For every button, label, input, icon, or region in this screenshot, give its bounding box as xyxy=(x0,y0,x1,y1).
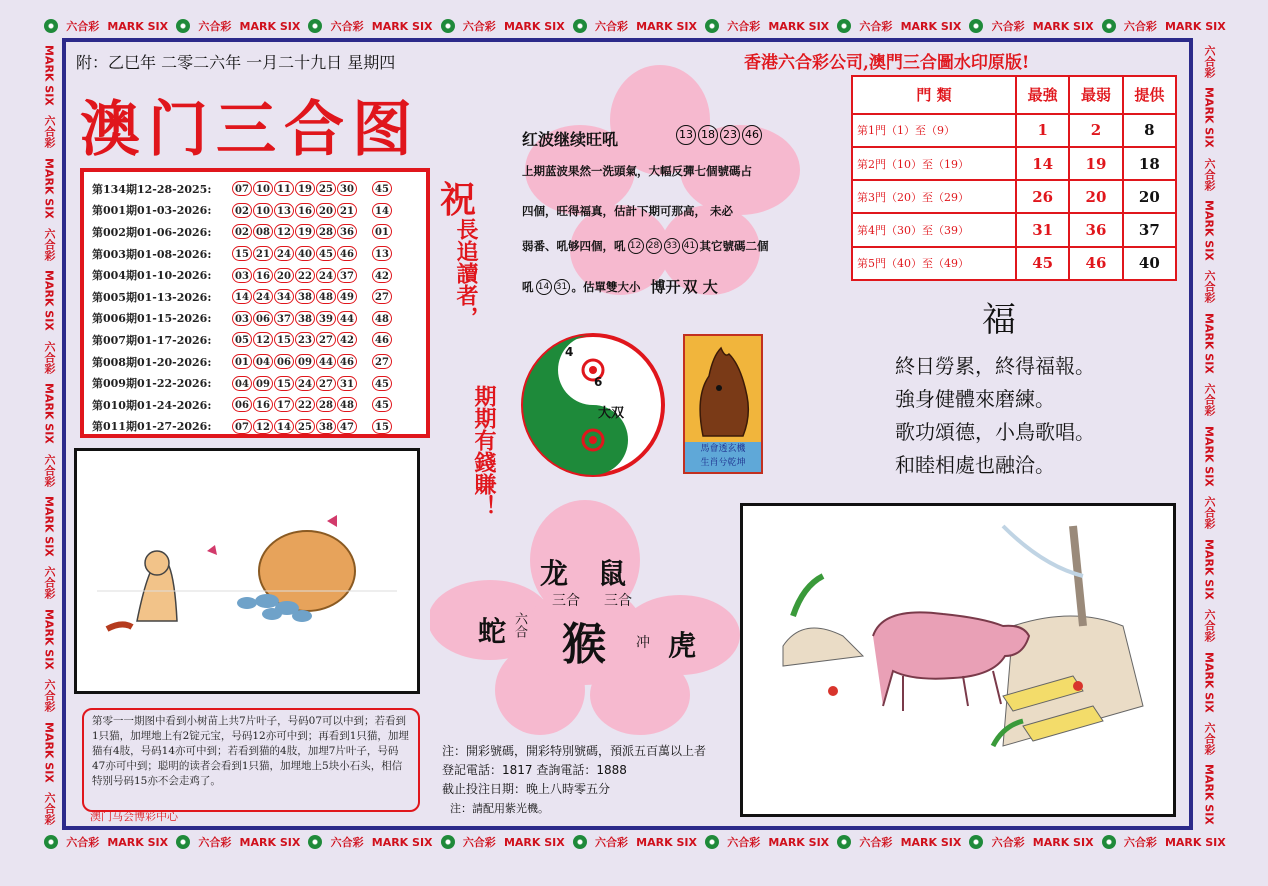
number-ball: 34 xyxy=(274,289,294,304)
number-ball: 48 xyxy=(337,397,357,412)
poem xyxy=(895,350,1095,482)
poem-line: 歌功頌德，小鳥歌唱。 xyxy=(895,420,1095,444)
border-label: 六合彩 xyxy=(198,20,232,33)
men-row-label: 第4門（30）至（39） xyxy=(852,213,1016,246)
number-ball: 19 xyxy=(295,181,315,196)
men-row-label: 第3門（20）至（29） xyxy=(852,180,1016,213)
number-ball: 28 xyxy=(316,397,336,412)
horse-card xyxy=(683,334,763,474)
note-line-4: 注：請配用紫光機。 xyxy=(450,802,549,815)
number-ball: 20 xyxy=(316,203,336,218)
men-row-label: 第1門（1）至（9） xyxy=(852,114,1016,147)
clover-icon xyxy=(44,835,58,849)
number-ball: 06 xyxy=(232,397,252,412)
clover-icon xyxy=(705,19,719,33)
men-table xyxy=(851,75,1177,281)
border-label: MARK SIX xyxy=(42,383,56,445)
men-strong: 31 xyxy=(1016,213,1069,246)
number-ball: 33 xyxy=(664,238,680,254)
fu-character: 福 xyxy=(982,300,1016,340)
horse-card-line1: 馬會透玄機 xyxy=(700,444,746,454)
border-label: 六合彩 xyxy=(198,836,232,849)
history-period: 第007期01-17-2026: xyxy=(92,333,212,347)
border-label: 六合彩 xyxy=(1203,44,1216,78)
number-ball: 37 xyxy=(337,268,357,283)
horse-card-line2: 生肖兮乾坤 xyxy=(700,458,746,468)
border-label: MARK SIX xyxy=(42,270,56,332)
border-label: MARK SIX xyxy=(42,721,56,783)
tip-heading-nums xyxy=(676,125,762,145)
number-ball: 28 xyxy=(316,224,336,239)
blessing-zhu: 祝 xyxy=(440,179,477,221)
number-ball: 36 xyxy=(337,224,357,239)
special-ball: 27 xyxy=(372,289,392,304)
number-ball: 24 xyxy=(274,246,294,261)
cat-illustration xyxy=(74,448,420,694)
clover-icon xyxy=(44,19,58,33)
border-label: 六合彩 xyxy=(462,20,496,33)
border-right xyxy=(1196,40,1222,830)
zodiac-hu: 虎 xyxy=(668,629,697,662)
border-label: 六合彩 xyxy=(859,20,893,33)
border-label: MARK SIX xyxy=(1202,312,1216,374)
men-table-header xyxy=(852,76,1176,114)
border-label: 六合彩 xyxy=(991,836,1025,849)
number-ball: 12 xyxy=(253,332,273,347)
guess-value: 双 大 xyxy=(682,278,718,296)
number-ball: 25 xyxy=(316,181,336,196)
clover-icon xyxy=(441,835,455,849)
number-ball: 05 xyxy=(232,332,252,347)
border-label: MARK SIX xyxy=(42,157,56,219)
men-row xyxy=(852,180,1176,213)
border-label: MARK SIX xyxy=(42,496,56,557)
number-ball: 39 xyxy=(316,311,336,326)
border-label: 六合彩 xyxy=(43,340,56,374)
page-title: 澳门三合图 xyxy=(80,95,420,165)
number-ball: 14 xyxy=(232,289,252,304)
men-header: 最強 xyxy=(1016,76,1069,114)
border-label: MARK SIX xyxy=(900,835,962,849)
history-period: 第004期01-10-2026: xyxy=(92,269,212,283)
history-table xyxy=(80,168,430,438)
number-ball: 03 xyxy=(232,311,252,326)
border-label: MARK SIX xyxy=(636,19,697,33)
border-label: MARK SIX xyxy=(1202,651,1216,713)
history-row xyxy=(92,178,418,200)
border-label: MARK SIX xyxy=(107,19,169,33)
special-ball: 45 xyxy=(372,181,392,196)
zodiac-liuhe: 六合 xyxy=(512,612,527,638)
men-weak: 36 xyxy=(1069,213,1122,246)
clover-icon xyxy=(969,835,983,849)
yinyang-icon xyxy=(518,330,668,480)
border-label: 六合彩 xyxy=(330,20,364,33)
history-row xyxy=(92,243,418,265)
history-period: 第001期01-03-2026: xyxy=(92,204,212,218)
number-ball: 14 xyxy=(536,279,552,295)
men-weak: 46 xyxy=(1069,247,1122,280)
number-ball: 07 xyxy=(232,181,252,196)
special-ball: 13 xyxy=(372,246,392,261)
number-ball: 07 xyxy=(232,419,252,434)
history-row xyxy=(92,200,418,222)
history-period: 第134期12-28-2025: xyxy=(92,182,212,196)
history-period: 第005期01-13-2026: xyxy=(92,290,212,304)
men-strong: 1 xyxy=(1016,114,1069,147)
number-ball: 23 xyxy=(295,332,315,347)
tip-line-4-tail: 。估單雙大小 xyxy=(571,279,641,294)
number-ball: 47 xyxy=(337,419,357,434)
history-period: 第002期01-06-2026: xyxy=(92,225,212,239)
number-ball: 03 xyxy=(232,268,252,283)
history-row xyxy=(92,308,418,330)
men-weak: 2 xyxy=(1069,114,1122,147)
border-label: MARK SIX xyxy=(1202,764,1216,826)
tip-line-2: 四個，旺得福真，估計下期可那高， 未必 xyxy=(522,204,734,218)
clover-icon xyxy=(308,835,322,849)
clover-icon xyxy=(1102,19,1116,33)
number-ball: 44 xyxy=(316,354,336,369)
border-label: 六合彩 xyxy=(727,836,761,849)
horse-card-caption xyxy=(685,442,761,472)
note-line-3: 截止投注日期：晚上八時零五分 xyxy=(442,782,611,796)
tip-line-3-tail: 其它號碼二個 xyxy=(699,239,769,253)
zodiac-she: 蛇 xyxy=(478,615,507,648)
footer-org: 澳门马会博彩中心 xyxy=(90,810,178,823)
number-ball: 46 xyxy=(337,246,357,261)
border-label: 六合彩 xyxy=(330,836,364,849)
border-label: MARK SIX xyxy=(1164,835,1226,849)
special-ball: 48 xyxy=(372,311,392,326)
blessing-col2: 期期有錢賺！ xyxy=(471,385,497,517)
number-ball: 02 xyxy=(232,224,252,239)
number-ball: 31 xyxy=(554,279,570,295)
history-row xyxy=(92,351,418,373)
special-ball: 27 xyxy=(372,354,392,369)
men-weak: 19 xyxy=(1069,147,1122,180)
border-label: MARK SIX xyxy=(1202,87,1216,149)
special-ball: 42 xyxy=(372,268,392,283)
note-line-1: 注：開彩號碼，開彩特別號碼，預派五百萬以上者 xyxy=(442,744,707,758)
men-row xyxy=(852,213,1176,246)
clover-icon xyxy=(837,835,851,849)
number-ball: 24 xyxy=(253,289,273,304)
border-label: 六合彩 xyxy=(43,679,56,713)
number-ball: 04 xyxy=(253,354,273,369)
border-label: MARK SIX xyxy=(1032,19,1094,33)
men-give: 18 xyxy=(1123,147,1176,180)
border-label: 六合彩 xyxy=(1203,721,1216,755)
border-label: MARK SIX xyxy=(503,19,565,33)
clover-icon xyxy=(176,19,190,33)
number-ball: 25 xyxy=(295,419,315,434)
men-header: 門 類 xyxy=(852,76,1016,114)
number-ball: 16 xyxy=(253,268,273,283)
border-label: 六合彩 xyxy=(43,115,56,149)
special-ball: 15 xyxy=(372,419,392,434)
history-row xyxy=(92,394,418,416)
clover-icon xyxy=(573,835,587,849)
border-label: MARK SIX xyxy=(107,835,169,849)
number-ball: 09 xyxy=(253,376,273,391)
note-line-2: 登記電話：1817 查詢電話：1888 xyxy=(442,763,627,777)
men-give: 8 xyxy=(1123,114,1176,147)
special-ball: 14 xyxy=(372,203,392,218)
history-period: 第010期01-24-2026: xyxy=(92,398,212,412)
zodiac-hou: 猴 xyxy=(562,619,606,670)
history-period: 第003期01-08-2026: xyxy=(92,247,212,261)
clover-icon xyxy=(705,835,719,849)
men-strong: 26 xyxy=(1016,180,1069,213)
border-label: 六合彩 xyxy=(859,836,893,849)
border-label: 六合彩 xyxy=(595,836,629,849)
men-row xyxy=(852,247,1176,280)
number-ball: 22 xyxy=(295,268,315,283)
border-label: MARK SIX xyxy=(1032,835,1094,849)
number-ball: 22 xyxy=(295,397,315,412)
border-label: MARK SIX xyxy=(1164,19,1226,33)
zodiac-sanhe-2: 三合 xyxy=(604,593,632,609)
number-ball: 38 xyxy=(295,311,315,326)
border-label: MARK SIX xyxy=(768,19,830,33)
history-period: 第006期01-15-2026: xyxy=(92,312,212,326)
number-ball: 12 xyxy=(253,419,273,434)
history-row xyxy=(92,221,418,243)
men-give: 20 xyxy=(1123,180,1176,213)
number-ball: 41 xyxy=(682,238,698,254)
border-label: 六合彩 xyxy=(1203,608,1216,642)
bottom-notes xyxy=(442,742,706,818)
number-ball: 21 xyxy=(253,246,273,261)
men-strong: 14 xyxy=(1016,147,1069,180)
number-ball: 13 xyxy=(676,125,696,145)
number-ball: 21 xyxy=(337,203,357,218)
number-ball: 15 xyxy=(274,376,294,391)
number-ball: 46 xyxy=(742,125,762,145)
border-label: MARK SIX xyxy=(239,19,301,33)
horse-icon xyxy=(685,336,761,442)
number-ball: 24 xyxy=(295,376,315,391)
yinyang-top: 4 xyxy=(565,345,574,359)
number-ball: 19 xyxy=(295,224,315,239)
border-label: MARK SIX xyxy=(1202,200,1216,261)
number-ball: 04 xyxy=(232,376,252,391)
men-row-label: 第2門（10）至（19） xyxy=(852,147,1016,180)
border-label: 六合彩 xyxy=(462,836,496,849)
pink-flower-top xyxy=(520,60,820,310)
right-title: 香港六合彩公司,澳門三合圖水印原版! xyxy=(744,53,1030,73)
border-label: MARK SIX xyxy=(371,19,433,33)
number-ball: 15 xyxy=(274,332,294,347)
number-ball: 37 xyxy=(274,311,294,326)
men-row xyxy=(852,114,1176,147)
clover-icon xyxy=(837,19,851,33)
border-label: 六合彩 xyxy=(991,20,1025,33)
number-ball: 46 xyxy=(337,354,357,369)
number-ball: 48 xyxy=(316,289,336,304)
number-ball: 44 xyxy=(337,311,357,326)
special-ball: 45 xyxy=(372,376,392,391)
zodiac-chong: 冲 xyxy=(636,635,650,651)
border-label: 六合彩 xyxy=(43,566,56,600)
border-label: MARK SIX xyxy=(371,835,433,849)
number-ball: 01 xyxy=(232,354,252,369)
border-label: 六合彩 xyxy=(66,836,100,849)
men-weak: 20 xyxy=(1069,180,1122,213)
border-label: 六合彩 xyxy=(1203,270,1216,304)
clover-icon xyxy=(969,19,983,33)
history-row xyxy=(92,372,418,394)
clover-icon xyxy=(573,19,587,33)
border-label: 六合彩 xyxy=(43,227,56,261)
number-ball: 20 xyxy=(274,268,294,283)
number-ball: 13 xyxy=(274,203,294,218)
men-row xyxy=(852,147,1176,180)
special-ball: 45 xyxy=(372,397,392,412)
border-top xyxy=(40,14,1230,38)
men-strong: 45 xyxy=(1016,247,1069,280)
number-ball: 18 xyxy=(698,125,718,145)
poem-line: 終日勞累，終得福報。 xyxy=(895,354,1095,378)
number-ball: 02 xyxy=(232,203,252,218)
border-label: 六合彩 xyxy=(1203,383,1216,417)
history-row xyxy=(92,264,418,286)
tip-line-4-text: 吼 xyxy=(522,279,534,294)
border-label: 六合彩 xyxy=(1203,157,1216,191)
border-label: 六合彩 xyxy=(1123,20,1157,33)
notebox: 第零一一期图中看到小树苗上共7片叶子，号码07可以中到；若看到1只猫，加埋地上有2锭元宝，号码12亦可中到；再看到1只猫，加埋猫有4肢，号码14亦可中到；若看到猫的4肢，加埋7片叶子，号码47亦可中到；聪明的读者会看到1只猫，加埋地上5块小石头，相信特别号码15亦不会走鸡了。 xyxy=(82,708,420,812)
number-ball: 17 xyxy=(274,397,294,412)
zodiac-long: 龙 xyxy=(540,557,569,590)
blessing-col1: 長追讀者， xyxy=(453,218,479,328)
men-header: 提供 xyxy=(1123,76,1176,114)
number-ball: 28 xyxy=(646,238,662,254)
special-ball: 46 xyxy=(372,332,392,347)
number-ball: 11 xyxy=(274,181,294,196)
poem-line: 強身健體來磨練。 xyxy=(895,387,1055,411)
number-ball: 08 xyxy=(253,224,273,239)
number-ball: 10 xyxy=(253,181,273,196)
number-ball: 06 xyxy=(274,354,294,369)
guess-label: 博开 xyxy=(650,278,681,296)
history-row xyxy=(92,286,418,308)
border-label: MARK SIX xyxy=(42,608,56,670)
history-period: 第008期01-20-2026: xyxy=(92,355,212,369)
border-label: MARK SIX xyxy=(768,835,830,849)
yinyang-label: 大双 xyxy=(598,406,625,421)
border-label: MARK SIX xyxy=(636,835,697,849)
history-row xyxy=(92,329,418,351)
special-ball: 01 xyxy=(372,224,392,239)
number-ball: 09 xyxy=(295,354,315,369)
border-label: MARK SIX xyxy=(1202,538,1216,600)
border-left xyxy=(36,40,62,830)
number-ball: 14 xyxy=(274,419,294,434)
number-ball: 24 xyxy=(316,268,336,283)
men-give: 40 xyxy=(1123,247,1176,280)
border-label: 六合彩 xyxy=(66,20,100,33)
border-label: 六合彩 xyxy=(43,453,56,487)
border-label: MARK SIX xyxy=(900,19,962,33)
clover-icon xyxy=(176,835,190,849)
number-ball: 45 xyxy=(316,246,336,261)
number-ball: 40 xyxy=(295,246,315,261)
number-ball: 38 xyxy=(295,289,315,304)
men-give: 37 xyxy=(1123,213,1176,246)
number-ball: 38 xyxy=(316,419,336,434)
number-ball: 31 xyxy=(337,376,357,391)
tip-heading: 红波继续旺吼 xyxy=(522,130,619,149)
number-ball: 15 xyxy=(232,246,252,261)
border-label: 六合彩 xyxy=(595,20,629,33)
yinyang-mid: 6 xyxy=(594,375,603,389)
number-ball: 30 xyxy=(337,181,357,196)
border-label: MARK SIX xyxy=(42,44,56,106)
number-ball: 06 xyxy=(253,311,273,326)
tip-line-3 xyxy=(522,238,769,254)
border-label: MARK SIX xyxy=(1202,425,1216,487)
border-label: MARK SIX xyxy=(239,835,301,849)
number-ball: 16 xyxy=(295,203,315,218)
number-ball: 49 xyxy=(337,289,357,304)
poem-line: 和睦相處也融洽。 xyxy=(895,453,1055,477)
number-ball: 27 xyxy=(316,376,336,391)
zodiac-shu: 鼠 xyxy=(598,557,627,590)
border-bottom xyxy=(40,830,1230,854)
border-label: 六合彩 xyxy=(43,792,56,826)
history-row xyxy=(92,416,418,438)
history-period: 第009期01-22-2026: xyxy=(92,377,212,391)
date-line: 附：乙巳年 二零二六年 一月二十九日 星期四 xyxy=(76,53,396,72)
zodiac-sanhe-1: 三合 xyxy=(552,593,580,609)
clover-icon xyxy=(441,19,455,33)
number-ball: 16 xyxy=(253,397,273,412)
men-row-label: 第5門（40）至（49） xyxy=(852,247,1016,280)
border-label: 六合彩 xyxy=(727,20,761,33)
number-ball: 27 xyxy=(316,332,336,347)
border-label: 六合彩 xyxy=(1123,836,1157,849)
number-ball: 12 xyxy=(628,238,644,254)
number-ball: 12 xyxy=(274,224,294,239)
number-ball: 23 xyxy=(720,125,740,145)
clover-icon xyxy=(1102,835,1116,849)
border-label: MARK SIX xyxy=(503,835,565,849)
history-period: 第011期01-27-2026: xyxy=(92,420,212,434)
number-ball: 10 xyxy=(253,203,273,218)
clover-icon xyxy=(308,19,322,33)
number-ball: 42 xyxy=(337,332,357,347)
ox-illustration xyxy=(740,503,1176,817)
tip-line-3-text: 弱番、吼够四個，吼 xyxy=(522,239,626,253)
tip-line-4 xyxy=(522,276,718,297)
tip-line-1: 上期蓝波果然一洗頭氣，大幅反彈七個號碼占 xyxy=(522,164,752,178)
border-label: 六合彩 xyxy=(1203,496,1216,530)
men-header: 最弱 xyxy=(1069,76,1122,114)
